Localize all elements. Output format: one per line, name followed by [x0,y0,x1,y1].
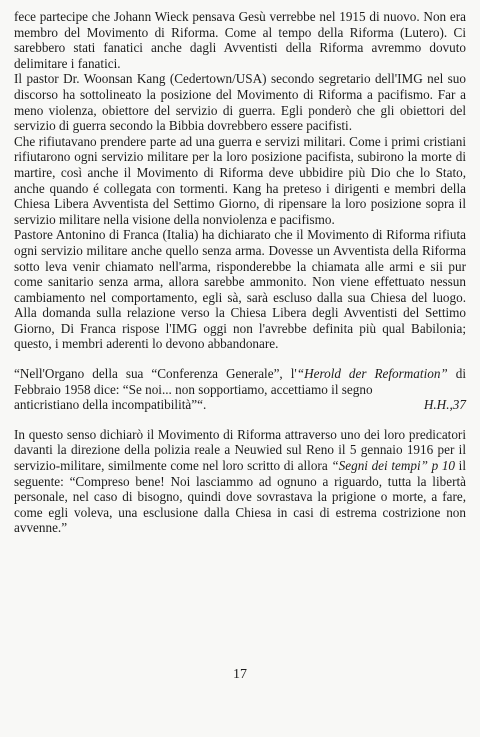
paragraph-spacer [14,413,466,427]
paragraph-closing [14,427,466,536]
closing-before: In questo senso dichiarò il Movimento di Riforma attraverso uno dei loro predicatori davanti la direzione della polizia reale a Neuwied sul Reno il 5 gennaio 1916 per il servizio-militare, similmente come nel loro scritto di allora [14,426,466,474]
paragraph-spacer [14,352,466,366]
quote-block [14,366,466,413]
quote-title: “Herold der Reformation” [296,366,448,382]
quote-ending: anticristiano della incompatibilità”“. [14,397,207,413]
page-number: 17 [233,667,247,682]
quote-middle: di Febbraio 1958 dice: “Se noi... non sopportiamo, accettiamo il segno [14,366,466,397]
paragraph-wieck: fece partecipe che Johann Wieck pensava Gesù verrebbe nel 1915 di nuovo. Non era membro del Movimento di Riforma. Come al tempo della Riforma (Lutero). Ci sarebbero stati fanatici anche dagli Avventisti della Riforma avremmo dovuto delimitare i fanatici. [14,9,466,71]
quote-last-line [14,397,466,413]
paragraph-kang: Il pastor Dr. Woonsan Kang (Cedertown/USA) secondo segretario dell'IMG nel suo discorso ha sottolineato la posizione del Movimento di Riforma a pacifismo. Far a meno violenza, obiettore del servizio di guerra. Egli ponderò che gli obiettori del servizio di guerra secondo la Bibbia dovrebbero essere pacifisti. [14,71,466,134]
closing-source: “Segni dei tempi” p 10 [331,458,456,474]
paragraph-refusal: Che rifiutavano prendere parte ad una guerra e servizi militari. Come i primi cristiani rifiutarono ogni servizio militare per la loro posizione pacifista, subirono la morte di martire, così anche il Movimento di Riforma deve ubbidire più Dio che lo Stato, anche quando é collegata con tormenti. Kang ha preteso i dirigenti e membri della Chiesa Libera Avventista del Settimo Giorno, di ripensare la loro posizione sopra il servizio militare nella visione della nonviolenza e pacifismo. [14,133,466,227]
paragraph-di-franca: Pastore Antonino di Franca (Italia) ha dichiarato che il Movimento di Riforma rifiuta ogni servizio militare anche quello senza arma. Dovesse un Avventista della Riforma sotto leva venir chiamato nell'arma, risponderebbe la chiamata alle armi e sii pur come sanitario senza arma, allora sarebbe ammonito. Non viene effettuato nessun cambiamento nel comportamento, egli sà, sarà escluso dalla sua Chiesa del luogo. Alla domanda sulla relazione verso la Chiesa Libera degli Avventisti del Settimo Giorno, Di Franca rispose l'IMG oggi non l'avrebbe definita più qual Babilonia; questo, i membri aderenti lo devono abbandonare. [14,227,466,352]
quote-reference: H.H.,37 [423,397,466,413]
quote-text [14,366,466,397]
quote-lead: “Nell'Organo della sua “Conferenza Generale”, l' [14,366,297,382]
closing-after: il seguente: “Compreso bene! Noi lasciammo ad ognuno a riguardo, tutta la libertà personale, nel caso di bisogno, quindi dove sovrastava la prigione o morte, a fare, come egli voleva, una esclusione dalla Chiesa in casi di estrema costrizione non avvenne.” [14,458,466,536]
